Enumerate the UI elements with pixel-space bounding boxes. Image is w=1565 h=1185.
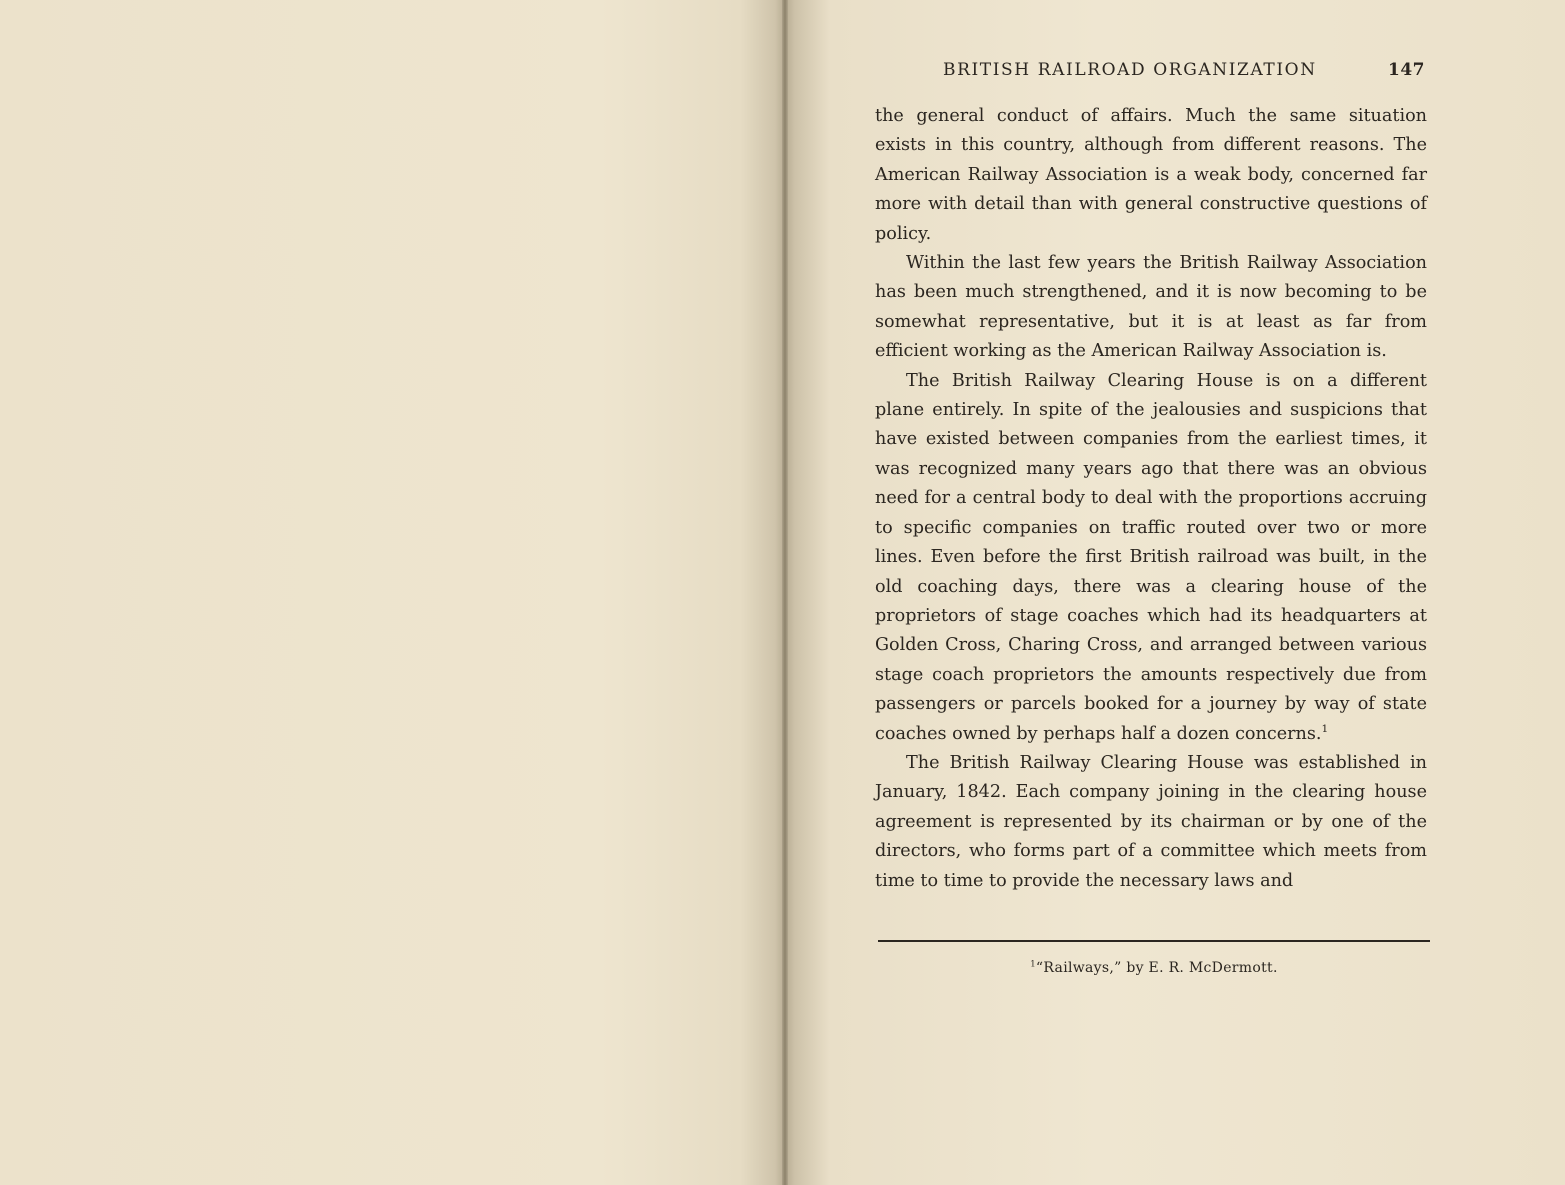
page-number: 147 xyxy=(1388,60,1425,80)
running-head xyxy=(943,60,1425,80)
footnote-rule xyxy=(878,940,1430,942)
paragraph-4: The British Railway Clearing House was established in January, 1842. Each company joining in the clearing house agreement is represented by its chairman or by one of the directors, who forms part of a committee which meets from time to time to provide the necessary laws and xyxy=(875,752,1427,891)
paragraph-2: Within the last few years the British Railway Association has been much strengthened, and it is now becoming to be somewhat representative, but it is at least as far from efficient working as the American Railway Association is. xyxy=(875,253,1427,362)
footnote-marker: 1 xyxy=(1030,958,1036,969)
paragraph-3 xyxy=(875,367,1427,749)
body-text xyxy=(875,102,1427,896)
footnote xyxy=(878,960,1430,976)
right-page xyxy=(788,0,1565,1185)
paragraph-1: the general conduct of affairs. Much the same situation exists in this country, although from different reasons. The American Railway Association is a weak body, concerned far more with detail than with general constructive questions of policy. xyxy=(875,106,1427,244)
running-head-title: BRITISH RAILROAD ORGANIZATION xyxy=(943,60,1317,80)
paragraph-3-text: The British Railway Clearing House is on a different plane entirely. In spite of the jealousies and suspicions that have existed between companies from the earliest times, it was recognized many years ago that there was an obvious need for a central body to deal with the proportions accruing to specific companies on traffic routed over two or more lines. Even before the first British railroad was built, in the old coaching days, there was a clearing house of the proprietors of stage coaches which had its headquarters at Golden Cross, Charing Cross, and arranged between various stage coach proprietors the amounts respectively due from passengers or parcels booked for a journey by way of state coaches owned by perhaps half a dozen concerns. xyxy=(875,370,1427,744)
footnote-text: “Railways,” by E. R. McDermott. xyxy=(1035,960,1278,976)
footnote-reference: 1 xyxy=(1321,722,1329,735)
